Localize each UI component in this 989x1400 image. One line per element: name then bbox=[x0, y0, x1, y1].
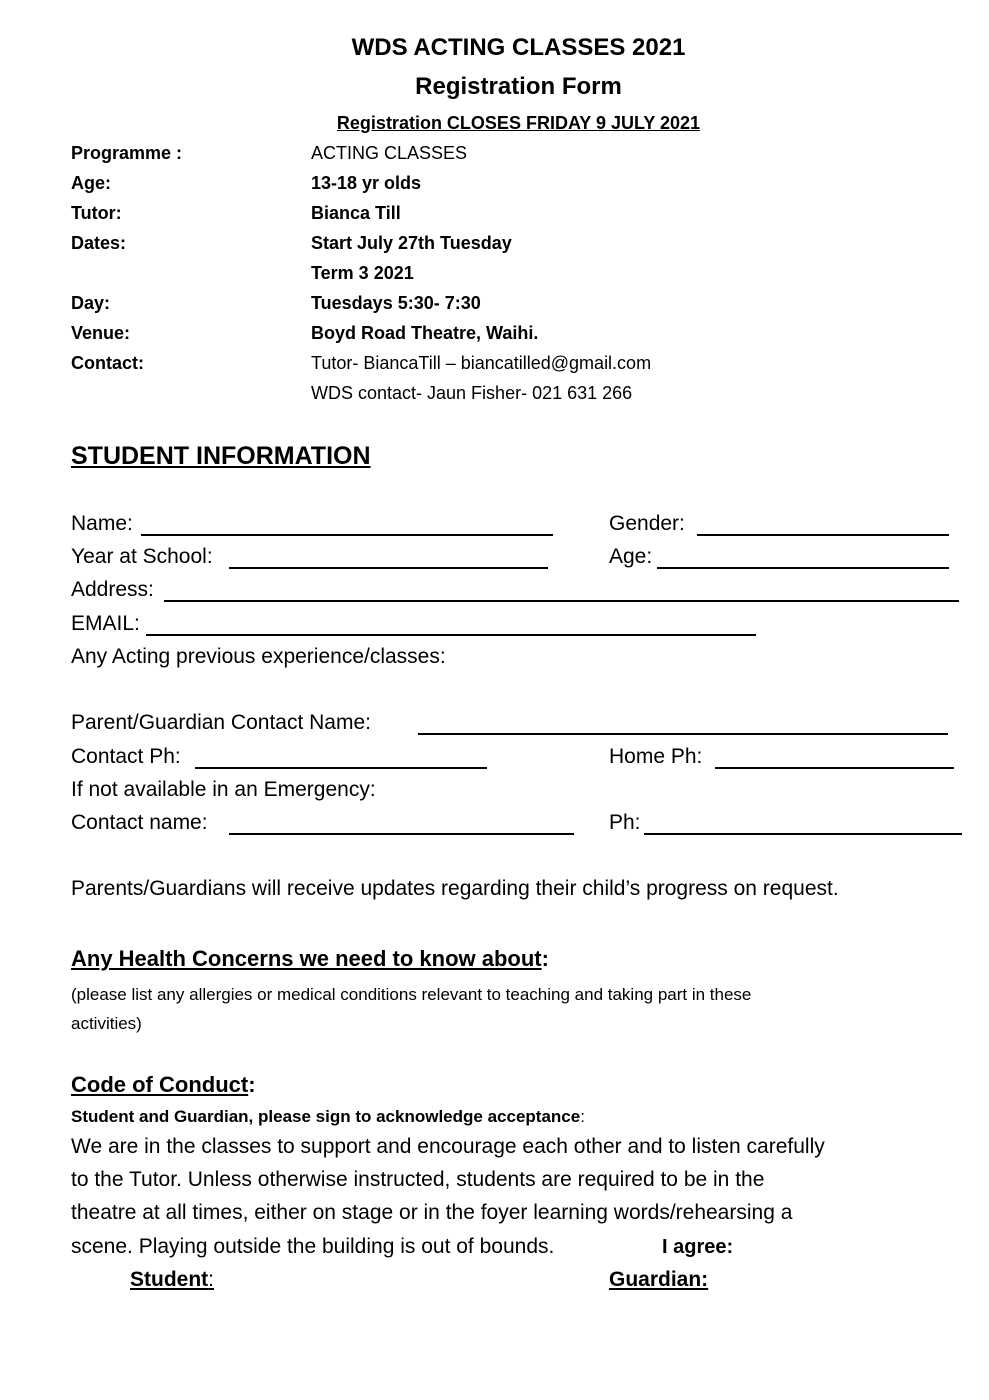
detail-value-venue: Boyd Road Theatre, Waihi. bbox=[311, 323, 539, 343]
emergency-contact-name-field[interactable] bbox=[229, 833, 574, 835]
detail-value-tutor: Bianca Till bbox=[311, 203, 401, 223]
year-at-school-label: Year at School: bbox=[71, 545, 213, 568]
conduct-sign-note-text: Student and Guardian, please sign to acknowledge acceptance bbox=[71, 1107, 581, 1126]
detail-value-dates: Start July 27th Tuesday bbox=[311, 233, 512, 253]
emergency-contact-name-label: Contact name: bbox=[71, 811, 208, 834]
detail-value-tutor-contact: Tutor- BiancaTill – biancatilled@gmail.com bbox=[311, 353, 652, 373]
conduct-heading-text: Code of Conduct bbox=[71, 1072, 249, 1097]
detail-label-day: Day: bbox=[71, 293, 111, 313]
detail-value-wds-contact: WDS contact- Jaun Fisher- 021 631 266 bbox=[311, 383, 633, 403]
health-note-line-2: activities) bbox=[71, 1014, 142, 1033]
conduct-heading bbox=[71, 1072, 256, 1098]
year-at-school-field[interactable] bbox=[229, 567, 548, 569]
student-info-heading: STUDENT INFORMATION bbox=[71, 442, 371, 470]
conduct-heading-colon: : bbox=[248, 1072, 256, 1097]
guardian-name-label: Parent/Guardian Contact Name: bbox=[71, 711, 371, 734]
health-note-line-1: (please list any allergies or medical conditions relevant to teaching and taking part in these bbox=[71, 985, 752, 1004]
health-heading bbox=[71, 946, 549, 972]
student-signature[interactable] bbox=[130, 1268, 214, 1292]
address-field[interactable] bbox=[164, 600, 959, 602]
detail-value-day: Tuesdays 5:30- 7:30 bbox=[311, 293, 481, 313]
name-field[interactable] bbox=[141, 534, 553, 536]
detail-value-programme: ACTING CLASSES bbox=[311, 143, 468, 163]
contact-ph-field[interactable] bbox=[195, 767, 487, 769]
age-field[interactable] bbox=[657, 567, 949, 569]
email-label: EMAIL: bbox=[71, 612, 140, 635]
detail-label-programme: Programme : bbox=[71, 143, 183, 163]
detail-value-term: Term 3 2021 bbox=[311, 263, 414, 283]
home-ph-field[interactable] bbox=[715, 767, 954, 769]
conduct-text-line-1: We are in the classes to support and encourage each other and to listen carefully bbox=[71, 1135, 825, 1158]
age-label: Age: bbox=[609, 545, 653, 568]
address-label: Address: bbox=[71, 578, 154, 601]
health-heading-text: Any Health Concerns we need to know about bbox=[71, 946, 542, 971]
updates-note: Parents/Guardians will receive updates regarding their child’s progress on request. bbox=[71, 877, 839, 900]
registration-deadline: Registration CLOSES FRIDAY 9 JULY 2021 bbox=[336, 113, 701, 133]
guardian-name-field[interactable] bbox=[418, 733, 948, 735]
experience-label: Any Acting previous experience/classes: bbox=[71, 645, 446, 668]
guardian-signature[interactable]: Guardian: bbox=[609, 1268, 709, 1291]
emergency-label: If not available in an Emergency: bbox=[71, 778, 376, 801]
detail-label-venue: Venue: bbox=[71, 323, 131, 343]
conduct-text-line-3: theatre at all times, either on stage or in the foyer learning words/rehearsing a bbox=[71, 1201, 793, 1224]
detail-label-age: Age: bbox=[71, 173, 111, 193]
detail-label-dates: Dates: bbox=[71, 233, 127, 253]
gender-field[interactable] bbox=[697, 534, 949, 536]
agree-label: I agree: bbox=[662, 1236, 734, 1258]
form-title: WDS ACTING CLASSES 2021 bbox=[351, 34, 686, 61]
health-heading-colon: : bbox=[541, 946, 549, 971]
contact-ph-label: Contact Ph: bbox=[71, 745, 181, 768]
email-field[interactable] bbox=[146, 634, 756, 636]
form-subtitle: Registration Form bbox=[415, 73, 622, 100]
emergency-ph-field[interactable] bbox=[644, 833, 962, 835]
detail-label-tutor: Tutor: bbox=[71, 203, 122, 223]
detail-value-age: 13-18 yr olds bbox=[311, 173, 422, 193]
conduct-sign-note bbox=[71, 1107, 585, 1127]
home-ph-label: Home Ph: bbox=[609, 745, 703, 768]
name-label: Name: bbox=[71, 512, 133, 535]
conduct-sign-note-colon: : bbox=[580, 1107, 585, 1126]
detail-label-contact: Contact: bbox=[71, 353, 144, 373]
student-signature-label: Student bbox=[130, 1268, 209, 1291]
conduct-text-line-4: scene. Playing outside the building is out of bounds. bbox=[71, 1235, 555, 1258]
student-signature-colon: : bbox=[208, 1268, 214, 1291]
conduct-text-line-2: to the Tutor. Unless otherwise instructed, students are required to be in the bbox=[71, 1168, 765, 1191]
gender-label: Gender: bbox=[609, 512, 685, 535]
emergency-ph-label: Ph: bbox=[609, 811, 641, 834]
